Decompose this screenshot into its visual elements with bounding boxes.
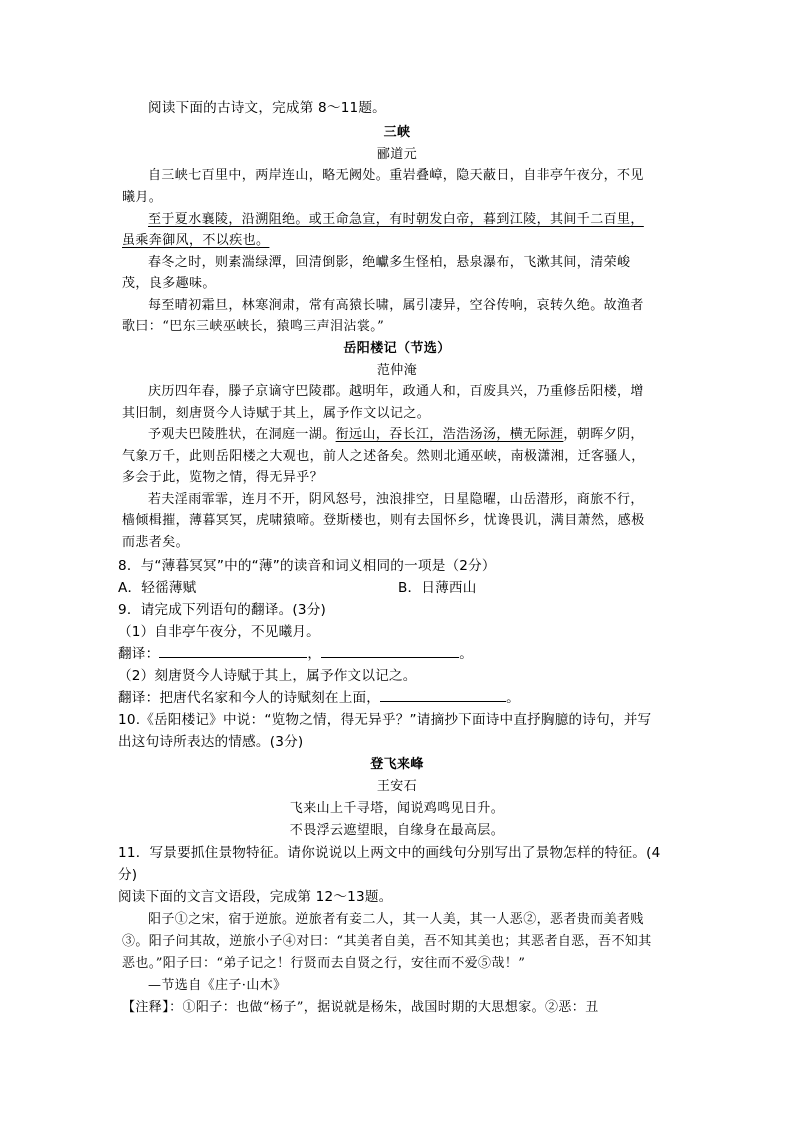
yyl-para3-line1: 若夫淫雨霏霏，连月不开，阴风怒号，浊浪排空，日星隐曜，山岳潜形，商旅不行， (148, 492, 644, 507)
yyl-para2-underlined-phrase: 衔远山，吞长江，浩浩汤汤，横无际涯 (335, 427, 564, 442)
reading-instruction-2: 阅读下面的文言文语段，完成第 12～13题。 (118, 889, 393, 905)
translation-label: 翻译： (118, 646, 160, 662)
question-10-stem-line2: 出这句诗所表达的情感。(3分) (118, 734, 304, 750)
zhuangzi-annotation: 【注释】：①阳子：也做“杨子”，据说就是杨朱，战国时期的大思想家。②恶：丑 (122, 1000, 599, 1015)
passage-author-yueyanglou: 范仲淹 (376, 363, 418, 378)
yyl-para2-line3: 多会于此，览物之情，得无异乎？ (122, 470, 324, 485)
question-8-stem: 8．与“薄暮冥冥”中的“薄”的读音和词义相同的一项是（2分） (118, 558, 496, 574)
question-9-translation-1 (118, 642, 473, 662)
question-9-stem: 9．请完成下列语句的翻译。(3分) (118, 602, 327, 618)
sanxia-para2-line2-underlined: 虽乘奔御风，不以疾也。 (122, 233, 270, 248)
question-9-sentence-2: （2）刻唐贤今人诗赋于其上，属予作文以记之。 (118, 668, 417, 684)
question-8-option-a: A．轻徭薄赋 (118, 580, 197, 596)
zhuangzi-source: —节选自《庄子·山木》 (148, 978, 287, 993)
translation-2-text: 翻译：把唐代名家和今人的诗赋刻在上面， (118, 690, 381, 706)
sanxia-para3-line2: 茂，良多趣味。 (122, 276, 216, 291)
yyl-para2-line1 (148, 423, 644, 442)
question-11-stem-line1: 11．写景要抓住景物特征。请你说说以上两文中的画线句分别写出了景物怎样的特征。(4 (118, 845, 661, 861)
sanxia-para4-line1: 每至晴初霜旦，林寒涧肃，常有高猿长啸，属引凄异，空谷传响，哀转久绝。故渔者 (148, 298, 644, 313)
reading-instruction-1: 阅读下面的古诗文，完成第 8～11题。 (148, 100, 386, 116)
passage-title-yueyanglou: 岳阳楼记（节选） (343, 341, 451, 356)
question-9-sentence-1: （1）自非亭午夜分，不见曦月。 (118, 624, 320, 640)
answer-blank-1a[interactable] (159, 645, 307, 658)
yyl-para3-line3: 而悲者矣。 (122, 535, 190, 550)
yyl-para2-line1-start: 予观夫巴陵胜状，在洞庭一湖。 (148, 427, 336, 442)
sanxia-para4-line2: 歌曰：“巴东三峡巫峡长，猿鸣三声泪沾裳。” (122, 319, 385, 334)
period: 。 (459, 646, 473, 662)
zhuangzi-line1: 阳子①之宋，宿于逆旅。逆旅者有妾二人，其一人美，其一人恶②，恶者贵而美者贱 (148, 912, 644, 927)
passage-author-sanxia: 郦道元 (376, 147, 418, 162)
sanxia-para3-line1: 春冬之时，则素湍绿潭，回清倒影，绝巘多生怪柏，悬泉瀑布，飞漱其间，清荣峻 (148, 255, 631, 270)
yyl-para2-line1-end: ，朝晖夕阴， (563, 427, 644, 442)
question-10-stem-line1: 10.《岳阳楼记》中说：“览物之情，得无异乎？”请摘抄下面诗中直抒胸臆的诗句，并写 (118, 712, 652, 728)
yyl-para1-line2: 其旧制，刻唐贤今人诗赋于其上，属予作文以记之。 (122, 406, 431, 421)
sanxia-para2-line1-underlined: 至于夏水襄陵，沿溯阻绝。或王命急宣，有时朝发白帝，暮到江陵，其间千二百里， (148, 212, 644, 227)
question-9-translation-2 (118, 686, 520, 706)
question-8-option-b: B．日薄西山 (398, 580, 477, 596)
poem-author: 王安石 (376, 779, 418, 794)
poem-title: 登飞来峰 (370, 757, 424, 772)
sanxia-para1-line2: 曦月。 (122, 190, 163, 205)
passage-title-sanxia: 三峡 (383, 125, 411, 140)
poem-line-2: 不畏浮云遮望眼，自缘身在最高层。 (289, 823, 505, 838)
yyl-para1-line1: 庆历四年春，滕子京谪守巴陵郡。越明年，政通人和，百废具兴，乃重修岳阳楼，增 (148, 384, 644, 399)
poem-line-1: 飞来山上千寻塔，闻说鸡鸣见日升。 (289, 801, 505, 816)
answer-blank-2[interactable] (380, 689, 506, 702)
period: 。 (506, 690, 520, 706)
zhuangzi-line3: 恶也。”阳子曰：“弟子记之！行贤而去自贤之行，安往而不爱⑤哉！” (122, 956, 526, 971)
comma: ， (307, 646, 322, 662)
answer-blank-1b[interactable] (321, 645, 459, 658)
yyl-para2-line2: 气象万千，此则岳阳楼之大观也，前人之述备矣。然则北通巫峡，南极潇湘，迁客骚人， (122, 449, 645, 464)
yyl-para3-line2: 樯倾楫摧，薄暮冥冥，虎啸猿啼。登斯楼也，则有去国怀乡，忧谗畏讥，满目萧然，感极 (122, 513, 645, 528)
question-11-stem-line2: 分) (118, 867, 138, 883)
sanxia-para1-line1: 自三峡七百里中，两岸连山，略无阙处。重岩叠嶂，隐天蔽日，自非亭午夜分，不见 (148, 168, 644, 183)
zhuangzi-line2: ③。阳子问其故，逆旅小子④对曰：“其美者自美，吾不知其美也；其恶者自恶，吾不知其 (122, 934, 652, 949)
